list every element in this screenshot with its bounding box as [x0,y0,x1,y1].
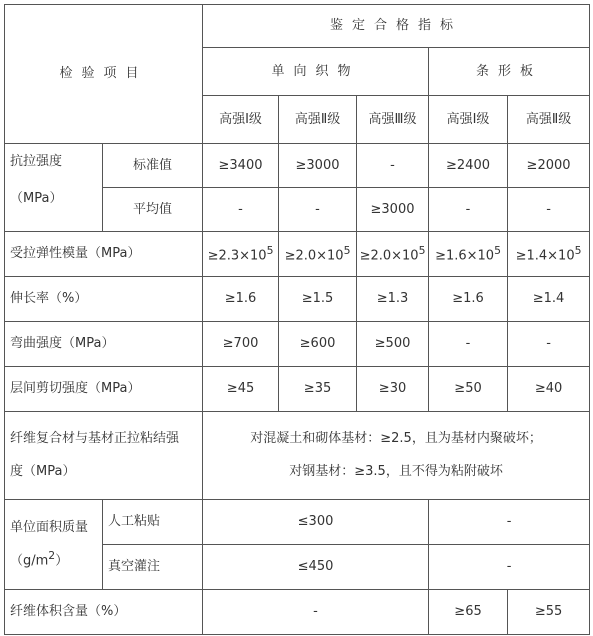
header-criteria: 鉴定合格指标 [203,5,590,48]
table-cell: ≤450 [203,545,429,590]
row-label-mass-unit [10,549,100,569]
table-cell: - [203,590,429,635]
table-cell: ≥1.3 [357,277,429,322]
table-cell: ≥1.6 [429,277,508,322]
table-cell: ≥2000 [508,144,590,188]
row-label-bond-line1: 纤维复合材与基材正拉粘结强 [10,431,180,446]
row-label-mass [5,500,103,590]
value-exponent: 5 [574,244,582,258]
table-cell: - [429,322,508,367]
row-label-modulus: 受拉弹性模量（MPa） [5,232,203,277]
table-row-fiber-volume [5,590,590,635]
table-row-shear [5,367,590,412]
value-base: ≥1.6×10 [435,248,495,264]
unit-pre: （g/m [10,553,49,569]
table-cell: ≥700 [203,322,279,367]
table-cell [429,232,508,277]
table-cell: ≥3000 [279,144,357,188]
table-cell: - [357,144,429,188]
table-cell: - [508,188,590,232]
header-col: 高强Ⅱ级 [279,96,357,144]
table-cell: - [203,188,279,232]
sub-label-manual: 人工粘贴 [103,500,203,545]
value-exponent: 5 [343,244,351,258]
table-cell: ≥1.6 [203,277,279,322]
value-base: ≥2.3×10 [207,248,267,264]
table-cell: ≥3000 [357,188,429,232]
table-cell: ≥45 [203,367,279,412]
row-label-fiber-volume: 纤维体积含量（%） [5,590,203,635]
header-row-1 [5,5,590,48]
table-cell [279,232,357,277]
header-col: 高强Ⅱ级 [508,96,590,144]
table-cell: ≥35 [279,367,357,412]
table-row-bond [5,412,590,500]
table-cell: ≥55 [508,590,590,635]
value-base: ≥2.0×10 [359,248,419,264]
table-cell: ≤300 [203,500,429,545]
table-cell: - [429,188,508,232]
table-row-mass-manual [5,500,590,545]
row-label-tensile-unit: （MPa） [10,190,63,206]
bond-requirement-concrete: 对混凝土和砌体基材：≥2.5，且为基材内聚破坏； [250,431,542,446]
row-label-bond-line2: 度（MPa） [10,463,76,479]
row-label-bond [5,412,203,500]
table-cell [357,232,429,277]
row-label-shear: 层间剪切强度（MPa） [5,367,203,412]
table-cell: ≥65 [429,590,508,635]
row-label-flexural: 弯曲强度（MPa） [5,322,203,367]
sub-label-average: 平均值 [103,188,203,232]
header-col: 高强Ⅰ级 [203,96,279,144]
header-col: 高强Ⅰ级 [429,96,508,144]
bond-requirement [203,412,590,500]
table-row-tensile-standard [5,144,590,188]
unit-exponent: 2 [48,549,56,563]
row-label-tensile-name: 抗拉强度 [10,154,63,169]
table-cell: ≥50 [429,367,508,412]
table-cell: - [429,500,590,545]
table-cell: ≥600 [279,322,357,367]
table-cell [508,232,590,277]
header-group-fabric: 单向织物 [203,48,429,96]
header-group-plate: 条形板 [429,48,590,96]
sub-label-vacuum: 真空灌注 [103,545,203,590]
value-exponent: 5 [418,244,426,258]
bond-requirement-steel: 对钢基材：≥3.5，且不得为粘附破坏 [289,463,503,479]
table-cell: ≥3400 [203,144,279,188]
unit-post: ） [55,553,69,569]
value-base: ≥1.4×10 [515,248,575,264]
table-cell: - [508,322,590,367]
table-row-elongation [5,277,590,322]
row-label-mass-name: 单位面积质量 [10,519,89,535]
header-item: 检验项目 [5,5,203,144]
table-cell: ≥1.5 [279,277,357,322]
table-cell: - [429,545,590,590]
qualification-criteria-table [4,4,590,635]
table-cell: ≥30 [357,367,429,412]
table-row-flexural [5,322,590,367]
table-cell: ≥1.4 [508,277,590,322]
row-label-elongation: 伸长率（%） [5,277,203,322]
table-cell: ≥2400 [429,144,508,188]
value-base: ≥2.0×10 [284,248,344,264]
table-cell [203,232,279,277]
value-exponent: 5 [494,244,501,258]
sub-label-standard: 标准值 [103,144,203,188]
table-row-modulus [5,232,590,277]
table-cell: ≥500 [357,322,429,367]
row-label-tensile [5,144,103,232]
table-cell: ≥40 [508,367,590,412]
header-col: 高强Ⅲ级 [357,96,429,144]
table-cell: - [279,188,357,232]
value-exponent: 5 [266,244,274,258]
